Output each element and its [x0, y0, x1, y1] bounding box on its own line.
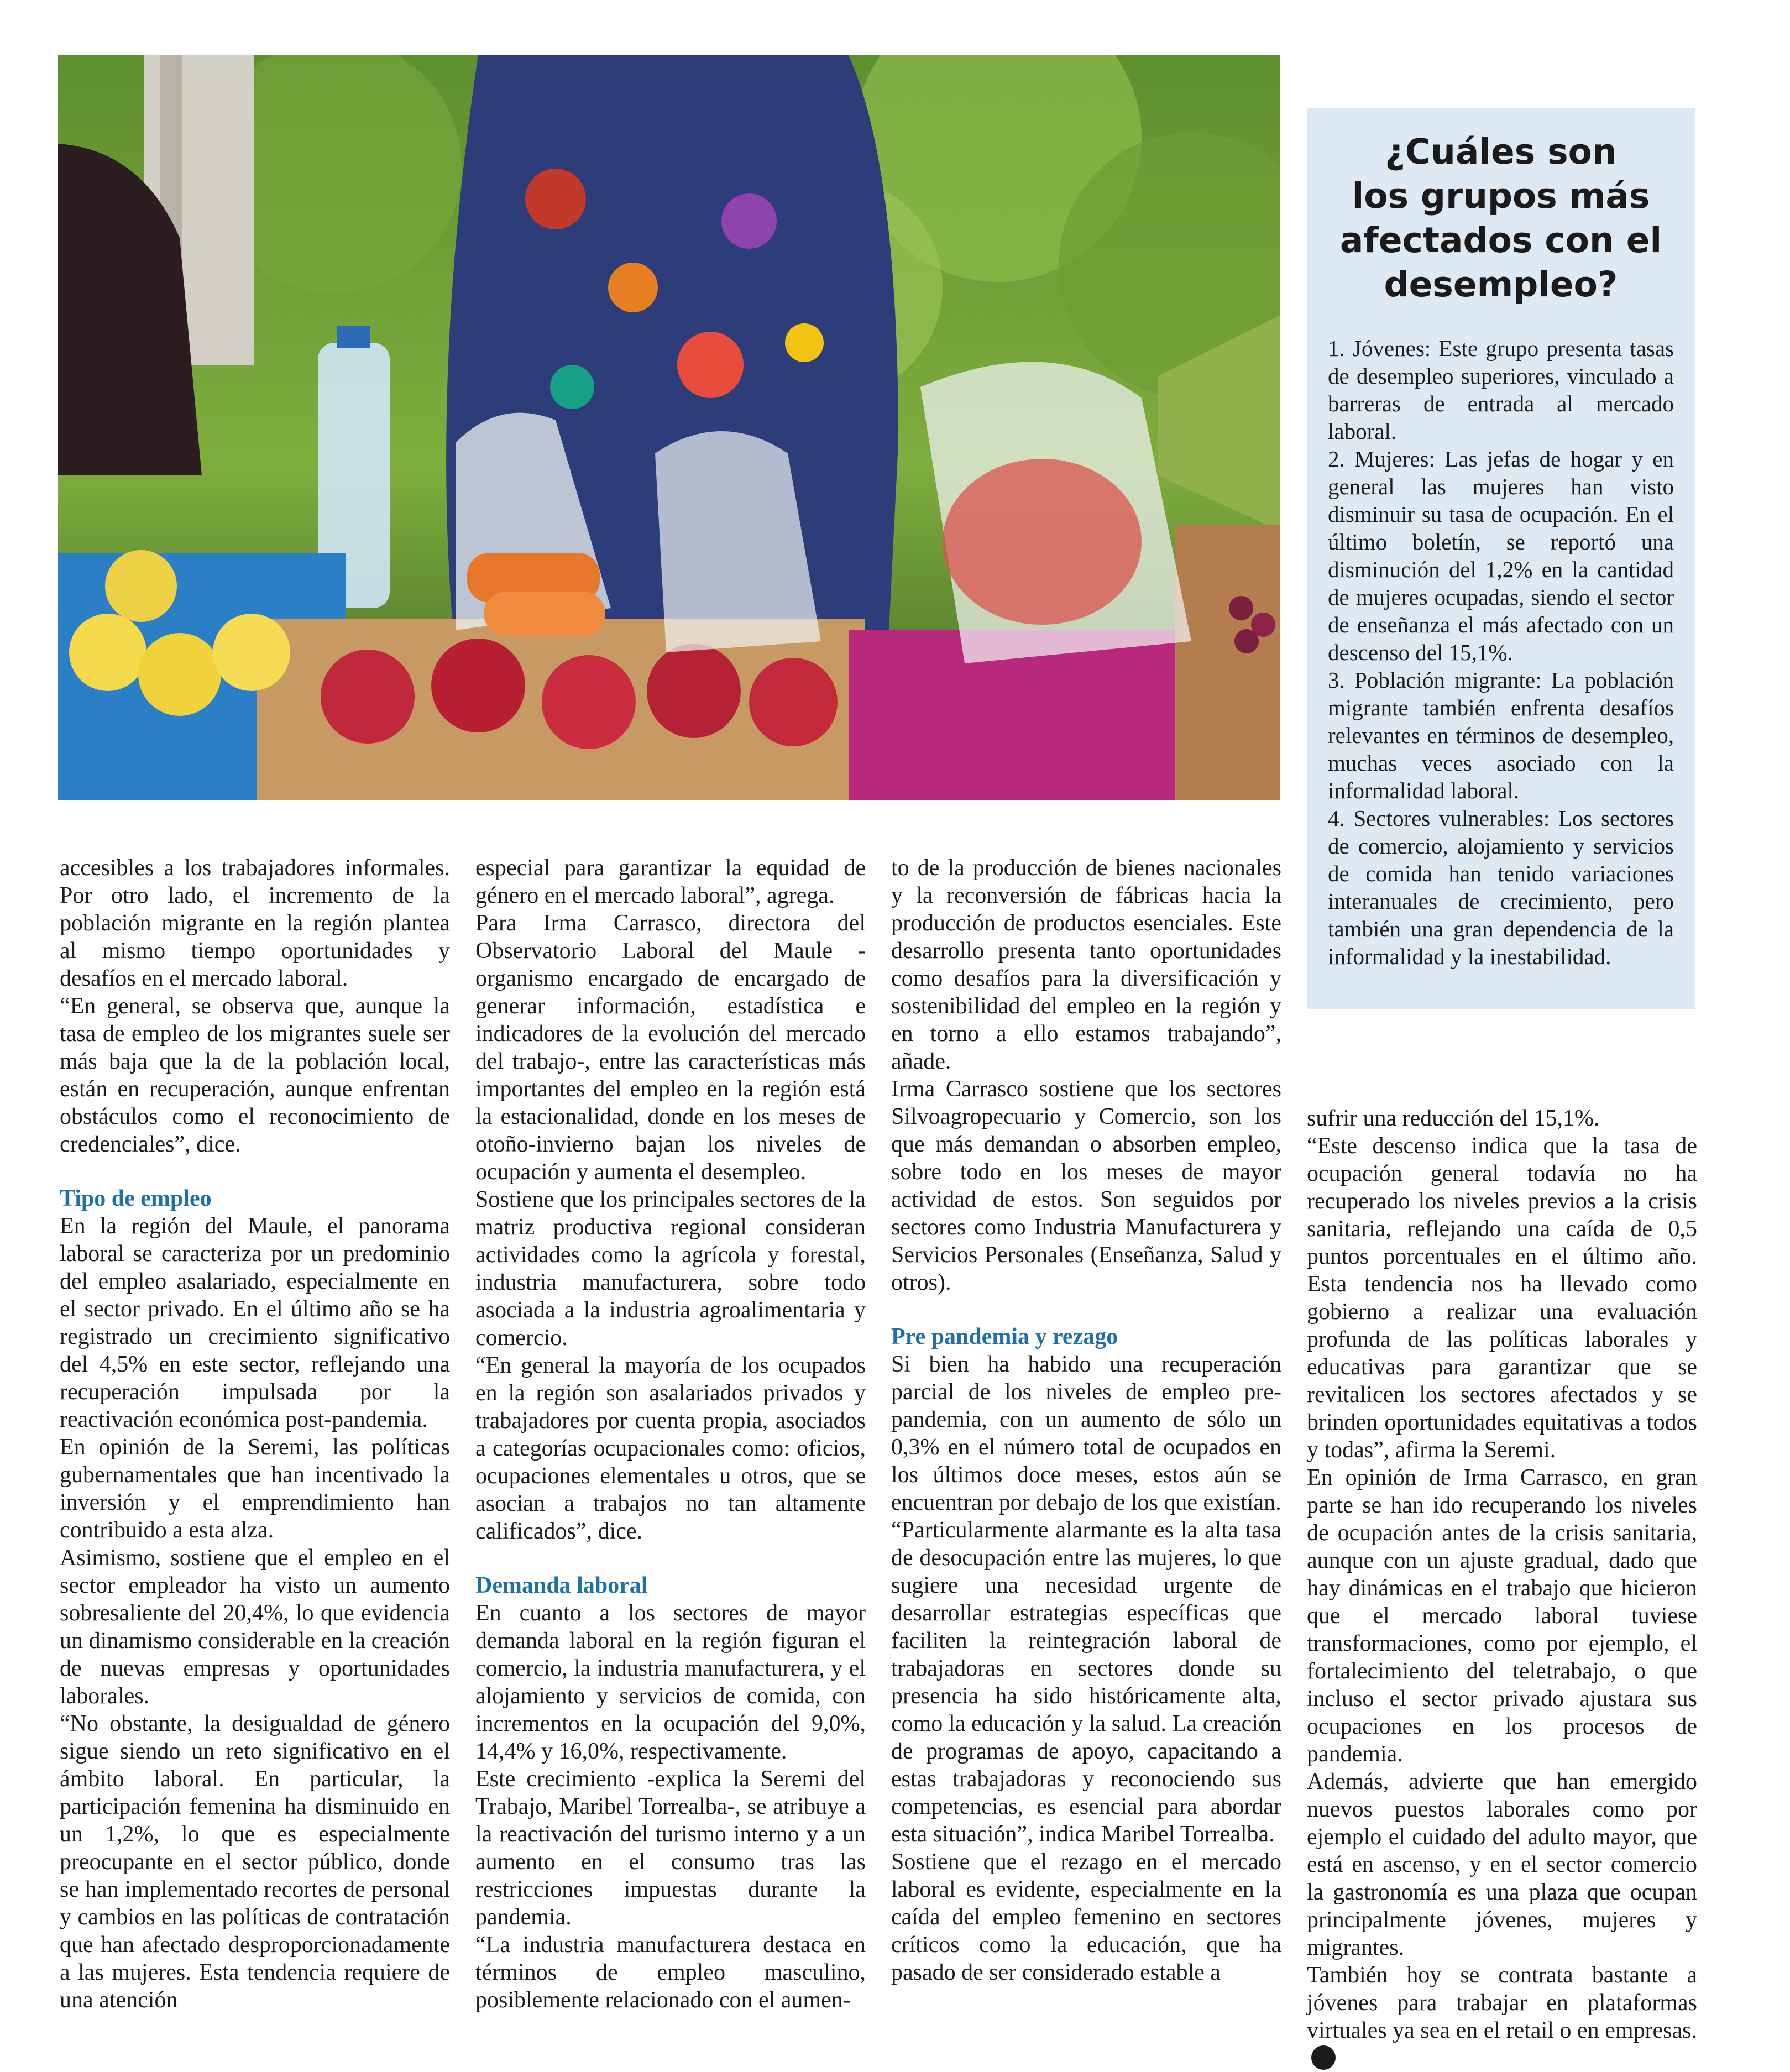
article-column-3 — [891, 854, 1281, 1986]
sidebar-item-women: 2. Mujeres: Las jefas de hogar y en general las mujeres han visto disminuir su tasa de ocupación. En el último boletín, se reportó una disminución del 1,2% en la cantidad de mujeres ocupadas, siendo el sector de enseñanza el más afectado con un descenso del 15,1%. — [1328, 446, 1674, 665]
section-heading-tipo-de-empleo: Tipo de empleo — [60, 1186, 212, 1211]
market-stall-illustration — [58, 55, 1280, 800]
article-column-4 — [1307, 1105, 1697, 2072]
sidebar-item-migrants: 3. Población migrante: La población migrante también enfrenta desafíos relevantes en términos de desempleo, muchas veces asociado con la informalidad laboral. — [1328, 667, 1674, 803]
paragraph: sufrir una reducción del 15,1%. — [1307, 1106, 1600, 1131]
paragraph: En opinión de Irma Carrasco, en gran parte se han ido recuperando los niveles de ocupación antes de la crisis sanitaria, aunque con un ajuste gradual, dado que hay dinámicas en el trabajo que hicieron que el mercado laboral tuviese transformaciones, como por ejemplo, el fortalecimiento del teletrabajo, o que incluso el sector privado ajustara sus ocupaciones en los procesos de pandemia. — [1307, 1465, 1697, 1767]
paragraph: Si bien ha habido una recuperación parcial de los niveles de empleo pre-pandemia, con un aumento de sólo un 0,3% en el número total de ocupados en los últimos doce meses, estos aún se encuentran por debajo de los que existían. — [891, 1352, 1281, 1515]
section-heading-pre-pandemia: Pre pandemia y rezago — [891, 1324, 1118, 1349]
market-stall-photo — [58, 55, 1280, 800]
paragraph-final-text: También hoy se contrata bastante a jóvenes para trabajar en plataformas virtuales ya sea en el retail o en empresas. — [1307, 1963, 1697, 2043]
sidebar-item-youth: 1. Jóvenes: Este grupo presenta tasas de desempleo superiores, vinculado a barreras de entrada al mercado laboral. — [1328, 336, 1674, 444]
paragraph: to de la producción de bienes nacionales y la reconversión de fábricas hacia la producción de productos esenciales. Este desarrollo presenta tanto oportunidades como desafíos para la diversificación y sostenibilidad del empleo en la región y en torno a ello estamos trabajando”, añade. — [891, 855, 1281, 1074]
paragraph: “En general la mayoría de los ocupados en la región son asalariados privados y trabajadores por cuenta propia, asociados a categorías ocupacionales como: oficios, ocupaciones elementales u otros, que se asocian a trabajos no tan altamente calificados”, dice. — [475, 1353, 866, 1544]
end-of-article-icon — [1311, 2045, 1336, 2070]
paragraph: En cuanto a los sectores de mayor demanda laboral en la región figuran el comercio, la industria manufacturera, y el alojamiento y servicios de comida, con incrementos en la ocupación del 9,0%, 14,4% y 16,0%, respectivamente. — [475, 1600, 866, 1764]
paragraph: accesibles a los trabajadores informales. Por otro lado, el incremento de la población migrante en la región plantea al mismo tiempo oportunidades y desafíos en el mercado laboral. — [60, 855, 450, 991]
sidebar-title-line: afectados con el — [1339, 220, 1662, 260]
paragraph: “Particularmente alarmante es la alta tasa de desocupación entre las mujeres, lo que sugiere una necesidad urgente de desarrollar estrategias específicas que faciliten la reintegración laboral de trabajadoras en sectores donde su presencia ha sido históricamente alta, como la educación y la salud. La creación de programas de apoyo, capacitando a estas trabajadoras y reconociendo sus competencias, es esencial para abordar esta situación”, indica Maribel Torrealba. — [891, 1518, 1281, 1847]
sidebar-title — [1328, 130, 1674, 307]
paragraph: Este crecimiento -explica la Seremi del Trabajo, Maribel Torrealba-, se atribuye a la reactivación del turismo interno y a un aumento en el consumo tras las restricciones impuestas durante la pandemia. — [475, 1766, 866, 1930]
paragraph: Asimismo, sostiene que el empleo en el sector empleador ha visto un aumento sobresaliente del 20,4%, lo que evidencia un dinamismo considerable en la creación de nuevas empresas y oportunidades laborales. — [60, 1545, 450, 1709]
paragraph: “No obstante, la desigualdad de género sigue siendo un reto significativo en el ámbito laboral. En particular, la participación femenina ha disminuido en un 1,2%, lo que es especialmente preocupante en el sector público, donde se han implementado recortes de personal y cambios en las políticas de contratación que han afectado desproporcionadamente a las mujeres. Esta tendencia requiere de una atención — [60, 1711, 450, 2013]
sidebar-box — [1307, 108, 1695, 1009]
sidebar-item-vulnerable-sectors: 4. Sectores vulnerables: Los sectores de comercio, alojamiento y servicios de comida han tenido variaciones interanuales de crecimiento, pero también una gran dependencia de la informalidad y la inestabilidad. — [1328, 805, 1674, 969]
paragraph: especial para garantizar la equidad de género en el mercado laboral”, agrega. — [475, 855, 866, 908]
sidebar-title-line: desempleo? — [1384, 264, 1618, 305]
paragraph: Para Irma Carrasco, directora del Observatorio Laboral del Maule -organismo encargado de encargado de generar información, estadística e indicadores de la evolución del mercado del trabajo-, entre las características más importantes del empleo en la región está la estacionalidad, donde en los meses de otoño-invierno bajan los niveles de ocupación y aumenta el desempleo. — [475, 911, 866, 1185]
paragraph: “La industria manufacturera destaca en términos de empleo masculino, posiblemente relacionado con el aumen- — [475, 1932, 866, 2013]
paragraph: “Este descenso indica que la tasa de ocupación general todavía no ha recuperado los niveles previos a la crisis sanitaria, reflejando una caída de 0,5 puntos porcentuales en el último año. Esta tendencia nos ha llevado como gobierno a realizar una evaluación profunda de las políticas laborales y educativas para garantizar que se revitalicen los sectores afectados y se brinden oportunidades equitativas a todos y todas”, afirma la Seremi. — [1307, 1133, 1697, 1463]
paragraph: En la región del Maule, el panorama laboral se caracteriza por un predominio del empleo asalariado, especialmente en el sector privado. En el último año se ha registrado un crecimiento significativo del 4,5% en este sector, reflejando una recuperación impulsada por la reactivación económica post-pandemia. — [60, 1213, 450, 1432]
paragraph: En opinión de la Seremi, las políticas gubernamentales que han incentivado la inversión y el emprendimiento han contribuido a esta alza. — [60, 1435, 450, 1543]
sidebar-title-line: ¿Cuáles son — [1385, 132, 1617, 172]
paragraph: Irma Carrasco sostiene que los sectores Silvoagropecuario y Comercio, son los que más demandan o absorben empleo, sobre todo en los meses de mayor actividad de estos. Son seguidos por sectores como Industria Manufacturera y Servicios Personales (Enseñanza, Salud y otros). — [891, 1076, 1281, 1295]
sidebar-title-line: los grupos más — [1352, 176, 1650, 216]
paragraph: “En general, se observa que, aunque la tasa de empleo de los migrantes suele ser más baja que la de la población local, están en recuperación, aunque enfrentan obstáculos como el reconocimiento de credenciales”, dice. — [60, 993, 450, 1157]
paragraph-final — [1307, 1961, 1697, 2072]
paragraph: Sostiene que el rezago en el mercado laboral es evidente, especialmente en la caída del empleo femenino en sectores críticos como la educación, que ha pasado de ser considerado estable a — [891, 1849, 1281, 1985]
section-heading-demanda-laboral: Demanda laboral — [475, 1573, 648, 1598]
paragraph: Además, advierte que han emergido nuevos puestos laborales como por ejemplo el cuidado del adulto mayor, que está en ascenso, y en el sector comercio la gastronomía es una plaza que ocupan principalmente jóvenes, mujeres y migrantes. — [1307, 1769, 1697, 1960]
article-column-2 — [475, 854, 866, 2014]
paragraph: Sostiene que los principales sectores de la matriz productiva regional consideran actividades como la agrícola y forestal, industria manufacturera, sobre todo asociada a la industria agroalimentaria y comercio. — [475, 1187, 866, 1351]
article-column-1 — [60, 854, 450, 2014]
